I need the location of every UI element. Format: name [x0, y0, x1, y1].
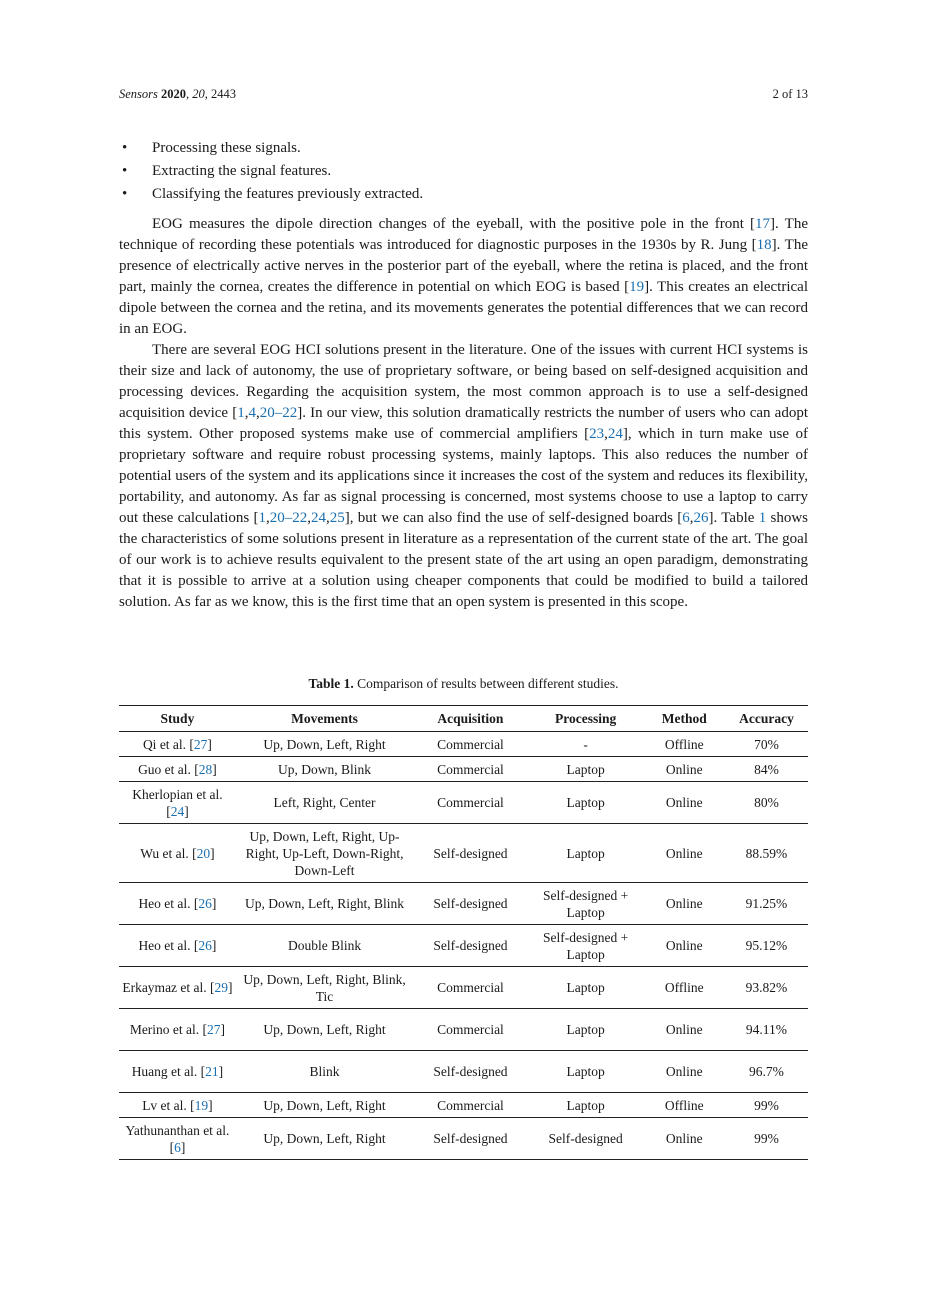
- study-cell: Yathunanthan et al. [6]: [119, 1118, 236, 1160]
- citation-link[interactable]: 6: [174, 1139, 181, 1155]
- citation-link[interactable]: 20: [196, 845, 211, 861]
- method-cell: Online: [644, 925, 725, 967]
- table-row: [119, 967, 808, 1009]
- citation-link[interactable]: 24: [170, 803, 185, 819]
- citation-link[interactable]: 22: [282, 405, 298, 421]
- acquisition-cell: Commercial: [413, 1009, 527, 1051]
- bullet-icon: •: [122, 163, 128, 179]
- processing-cell: Laptop: [528, 1009, 644, 1051]
- processing-cell: Self-designed: [528, 1118, 644, 1160]
- accuracy-cell: 99%: [725, 1093, 808, 1118]
- study-cell: Qi et al. [27]: [119, 732, 236, 757]
- method-cell: Online: [644, 1009, 725, 1051]
- citation-link[interactable]: 19: [194, 1097, 209, 1113]
- acquisition-cell: Commercial: [413, 967, 527, 1009]
- acquisition-cell: Self-designed: [413, 824, 527, 883]
- processing-cell: Laptop: [528, 1051, 644, 1093]
- column-header: Method: [644, 706, 725, 732]
- table-row: [119, 1051, 808, 1093]
- table-row: [119, 782, 808, 824]
- study-cell: Guo et al. [28]: [119, 757, 236, 782]
- accuracy-cell: 70%: [725, 732, 808, 757]
- accuracy-cell: 88.59%: [725, 824, 808, 883]
- study-cell: Lv et al. [19]: [119, 1093, 236, 1118]
- citation-link[interactable]: 24: [607, 426, 623, 442]
- study-cell: Wu et al. [20]: [119, 824, 236, 883]
- list-item: • Extracting the signal features.: [119, 160, 808, 183]
- column-header: Acquisition: [413, 706, 527, 732]
- study-cell: Heo et al. [26]: [119, 925, 236, 967]
- table-caption: Table 1. Comparison of results between different studies.: [308, 676, 619, 691]
- column-header: Study: [119, 706, 236, 732]
- table-row: [119, 1118, 808, 1160]
- results-table: [119, 705, 808, 1160]
- processing-cell: Self-designed + Laptop: [528, 925, 644, 967]
- paragraph-eog: EOG measures the dipole direction changes of the eyeball, with the positive pole in the front [17]. The technique of recording these potentials was introduced for diagnostic purposes in the 1930s by R. Jung [18]. The presence of electrically active nerves in the posterior part of the eyeball, where the retina is placed, and the front part, mainly the cornea, creates the difference in potential on which EOG is based [19]. This creates an electrical dipole between the cornea and the retina, and its movements generates the potential differences that we can record in an EOG.: [119, 216, 809, 337]
- movements-cell: Up, Down, Left, Right, Up-Right, Up-Left, Down-Right, Down-Left: [236, 824, 413, 883]
- table-reference-link[interactable]: 1: [758, 510, 767, 526]
- movements-cell: Blink: [236, 1051, 413, 1093]
- acquisition-cell: Commercial: [413, 1093, 527, 1118]
- movements-cell: Up, Down, Left, Right: [236, 1118, 413, 1160]
- citation-link[interactable]: 23: [589, 426, 605, 442]
- processing-cell: Laptop: [528, 967, 644, 1009]
- study-cell: Kherlopian et al. [24]: [119, 782, 236, 824]
- accuracy-cell: 95.12%: [725, 925, 808, 967]
- method-cell: Online: [644, 1118, 725, 1160]
- processing-cell: Laptop: [528, 1093, 644, 1118]
- citation-link[interactable]: 26: [198, 938, 212, 953]
- acquisition-cell: Commercial: [413, 757, 527, 782]
- citation-link[interactable]: 1: [258, 510, 266, 526]
- movements-cell: Up, Down, Left, Right: [236, 732, 413, 757]
- citation-link[interactable]: 4: [248, 405, 256, 421]
- table-row: [119, 1093, 808, 1118]
- list-item: • Classifying the features previously extracted.: [119, 183, 808, 206]
- citation-link[interactable]: 24: [311, 510, 326, 526]
- citation-link[interactable]: 22: [292, 510, 308, 526]
- table-row: [119, 824, 808, 883]
- accuracy-cell: 93.82%: [725, 967, 808, 1009]
- processing-cell: Laptop: [528, 757, 644, 782]
- acquisition-cell: Self-designed: [413, 925, 527, 967]
- citation-link[interactable]: 21: [205, 1064, 219, 1079]
- citation-link[interactable]: 18: [756, 237, 772, 253]
- acquisition-cell: Commercial: [413, 732, 527, 757]
- study-cell: Erkaymaz et al. [29]: [119, 967, 236, 1009]
- citation-link[interactable]: 26: [198, 896, 212, 911]
- acquisition-cell: Self-designed: [413, 1051, 527, 1093]
- accuracy-cell: 84%: [725, 757, 808, 782]
- method-cell: Online: [644, 1051, 725, 1093]
- table-row: [119, 883, 808, 925]
- movements-cell: Up, Down, Left, Right: [236, 1009, 413, 1051]
- bullet-icon: •: [122, 186, 128, 202]
- accuracy-cell: 96.7%: [725, 1051, 808, 1093]
- bullet-icon: •: [122, 140, 128, 156]
- citation-link[interactable]: 20: [259, 405, 275, 421]
- method-cell: Offline: [644, 967, 725, 1009]
- citation-link[interactable]: 1: [237, 405, 245, 421]
- acquisition-cell: Commercial: [413, 782, 527, 824]
- citation-link[interactable]: 25: [329, 510, 345, 526]
- method-cell: Offline: [644, 732, 725, 757]
- processing-cell: -: [528, 732, 644, 757]
- column-header: Movements: [236, 706, 413, 732]
- page-number: 2 of 13: [772, 87, 808, 101]
- citation-link[interactable]: 27: [207, 1022, 221, 1037]
- processing-cell: Self-designed + Laptop: [528, 883, 644, 925]
- bullet-list: [119, 137, 808, 206]
- method-cell: Offline: [644, 1093, 725, 1118]
- citation-link[interactable]: 29: [214, 980, 229, 995]
- list-item: • Processing these signals.: [119, 137, 808, 160]
- accuracy-cell: 91.25%: [725, 883, 808, 925]
- processing-cell: Laptop: [528, 782, 644, 824]
- accuracy-cell: 94.11%: [725, 1009, 808, 1051]
- table-row: [119, 757, 808, 782]
- movements-cell: Up, Down, Blink: [236, 757, 413, 782]
- column-header: Accuracy: [725, 706, 808, 732]
- citation-link[interactable]: 19: [629, 279, 645, 295]
- citation-link[interactable]: 6: [682, 510, 690, 526]
- acquisition-cell: Self-designed: [413, 883, 527, 925]
- citation-link[interactable]: 26: [693, 510, 709, 526]
- table-row: [119, 925, 808, 967]
- table-header-row: [119, 706, 808, 732]
- table-row: [119, 732, 808, 757]
- body-text: [119, 214, 808, 613]
- accuracy-cell: 80%: [725, 782, 808, 824]
- running-head: Sensors 2020, 20, 2443: [119, 87, 237, 101]
- method-cell: Online: [644, 824, 725, 883]
- citation-link[interactable]: 28: [198, 761, 213, 777]
- method-cell: Online: [644, 782, 725, 824]
- processing-cell: Laptop: [528, 824, 644, 883]
- citation-link[interactable]: 20: [269, 510, 285, 526]
- citation-link[interactable]: 17: [755, 216, 771, 232]
- method-cell: Online: [644, 883, 725, 925]
- movements-cell: Double Blink: [236, 925, 413, 967]
- movements-cell: Up, Down, Left, Right: [236, 1093, 413, 1118]
- study-cell: Merino et al. [27]: [119, 1009, 236, 1051]
- movements-cell: Up, Down, Left, Right, Blink, Tic: [236, 967, 413, 1009]
- movements-cell: Left, Right, Center: [236, 782, 413, 824]
- accuracy-cell: 99%: [725, 1118, 808, 1160]
- method-cell: Online: [644, 757, 725, 782]
- acquisition-cell: Self-designed: [413, 1118, 527, 1160]
- column-header: Processing: [528, 706, 644, 732]
- movements-cell: Up, Down, Left, Right, Blink: [236, 883, 413, 925]
- table-row: [119, 1009, 808, 1051]
- citation-link[interactable]: 27: [193, 736, 208, 752]
- study-cell: Huang et al. [21]: [119, 1051, 236, 1093]
- study-cell: Heo et al. [26]: [119, 883, 236, 925]
- paragraph-hci: There are several EOG HCI solutions present in the literature. One of the issues with current HCI systems is their size and lack of autonomy, the use of proprietary software, or being based on self-designed acquisition and processing devices. Regarding the acquisition system, the most common approach is to use a self-designed acquisition device [1,4,20–22]. In our view, this solution dramatically restricts the number of users who can adopt this system. Other proposed systems make use of commercial amplifiers [23,24], which in turn make use of proprietary software and require robust processing systems, mainly laptops. This also reduces the number of potential users of the system and its applications since it increases the cost of the system and reduces its flexibility, portability, and autonomy. As far as signal processing is concerned, most systems choose to use a laptop to carry out these calculations [1,20–22,24,25], but we can also find the use of self-designed boards [6,26]. Table 1 shows the characteristics of some solutions present in literature as a representation of the current state of the art. The goal of our work is to achieve results equivalent to the present state of the art using an open paradigm, demonstrating that it is possible to arrive at a solution using cheaper components that could be modified to build a tailored solution. As far as we know, this is the first time that an open system is presented in this scope.: [119, 342, 808, 610]
